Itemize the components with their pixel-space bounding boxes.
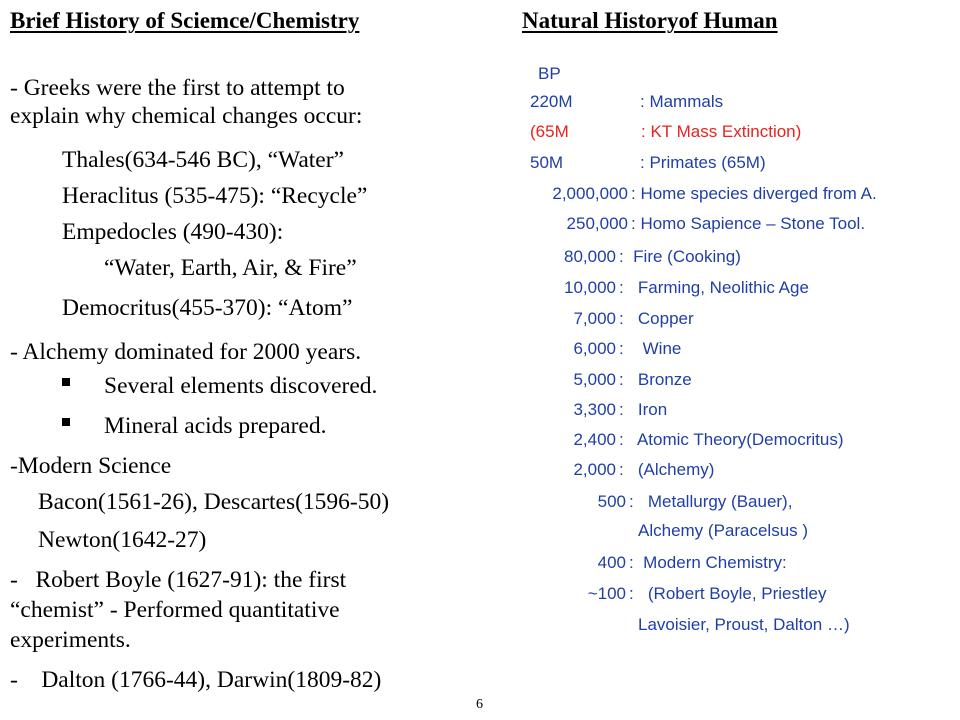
timeline-date: 220M — [530, 92, 573, 111]
intro-line-2: explain why chemical changes occur: — [10, 103, 363, 129]
timeline-event: : Modern Chemistry: — [629, 553, 787, 572]
timeline-date: ~100 — [587, 584, 626, 603]
boyle-line-1: - Robert Boyle (1627-91): the first — [10, 567, 347, 593]
timeline-event: : KT Mass Extinction) — [641, 122, 802, 141]
timeline-event: : Home species diverged from A. — [631, 184, 877, 203]
modern-science-line: -Modern Science — [10, 453, 172, 479]
right-title: Natural Historyof Human — [522, 8, 778, 33]
timeline-date: 3,300 — [573, 400, 616, 419]
bacon-line: Bacon(1561-26), Descartes(1596-50) — [38, 489, 390, 515]
timeline-date: 2,000,000 — [552, 184, 628, 203]
boyle-line-2: “chemist” - Performed quantitative — [10, 597, 340, 623]
timeline-event: : Atomic Theory(Democritus) — [619, 430, 844, 449]
timeline-date: 7,000 — [573, 309, 616, 328]
timeline-event: : Farming, Neolithic Age — [619, 278, 809, 297]
boyle-line-3: experiments. — [10, 627, 131, 653]
timeline-date: 2,400 — [573, 430, 616, 449]
heraclitus-line: Heraclitus (535-475): “Recycle” — [62, 183, 368, 209]
thales-line: Thales(634-546 BC), “Water” — [62, 147, 344, 173]
bp-header: BP — [538, 64, 561, 83]
dalton-line: - Dalton (1766-44), Darwin(1809-82) — [10, 667, 382, 693]
timeline-event: : Iron — [619, 400, 668, 419]
bullet-icon — [62, 378, 70, 386]
intro-line-1: - Greeks were the first to attempt to — [10, 75, 345, 101]
page-number: 6 — [476, 697, 483, 712]
timeline-event: : Wine — [619, 339, 682, 358]
timeline-date: 5,000 — [573, 370, 616, 389]
timeline-event: : Metallurgy (Bauer), — [629, 492, 793, 511]
timeline-date: 80,000 — [564, 247, 616, 266]
timeline-date: 2,000 — [573, 460, 616, 479]
timeline-date: 500 — [597, 492, 626, 511]
empedocles-line: Empedocles (490-430): — [62, 219, 284, 245]
timeline-date: 400 — [597, 553, 626, 572]
timeline-event: : Primates (65M) — [640, 153, 766, 172]
timeline-date: 250,000 — [566, 214, 628, 233]
timeline-event: : Mammals — [640, 92, 724, 111]
timeline-date: 10,000 — [564, 278, 616, 297]
newton-line: Newton(1642-27) — [38, 527, 207, 553]
left-title: Brief History of Sciemce/Chemistry — [10, 8, 360, 33]
bullet-item-1: Several elements discovered. — [104, 373, 378, 399]
timeline-event: : Fire (Cooking) — [619, 247, 741, 266]
elements-line: “Water, Earth, Air, & Fire” — [104, 255, 357, 281]
democritus-line: Democritus(455-370): “Atom” — [62, 295, 353, 321]
timeline-event: Alchemy (Paracelsus ) — [638, 521, 809, 540]
timeline-date: 50M — [530, 153, 564, 172]
timeline-event: : (Alchemy) — [619, 460, 715, 479]
timeline-event: : Homo Sapience – Stone Tool. — [631, 214, 866, 233]
bullet-icon — [62, 418, 70, 426]
timeline-event: : Bronze — [619, 370, 692, 389]
alchemy-line: - Alchemy dominated for 2000 years. — [10, 339, 362, 365]
timeline-date: (65M — [530, 122, 569, 141]
bullet-item-2: Mineral acids prepared. — [104, 413, 327, 439]
timeline-event: : Copper — [619, 309, 694, 328]
timeline-event: : (Robert Boyle, Priestley — [629, 584, 827, 603]
timeline-date: 6,000 — [573, 339, 616, 358]
timeline-event: Lavoisier, Proust, Dalton …) — [638, 615, 850, 634]
